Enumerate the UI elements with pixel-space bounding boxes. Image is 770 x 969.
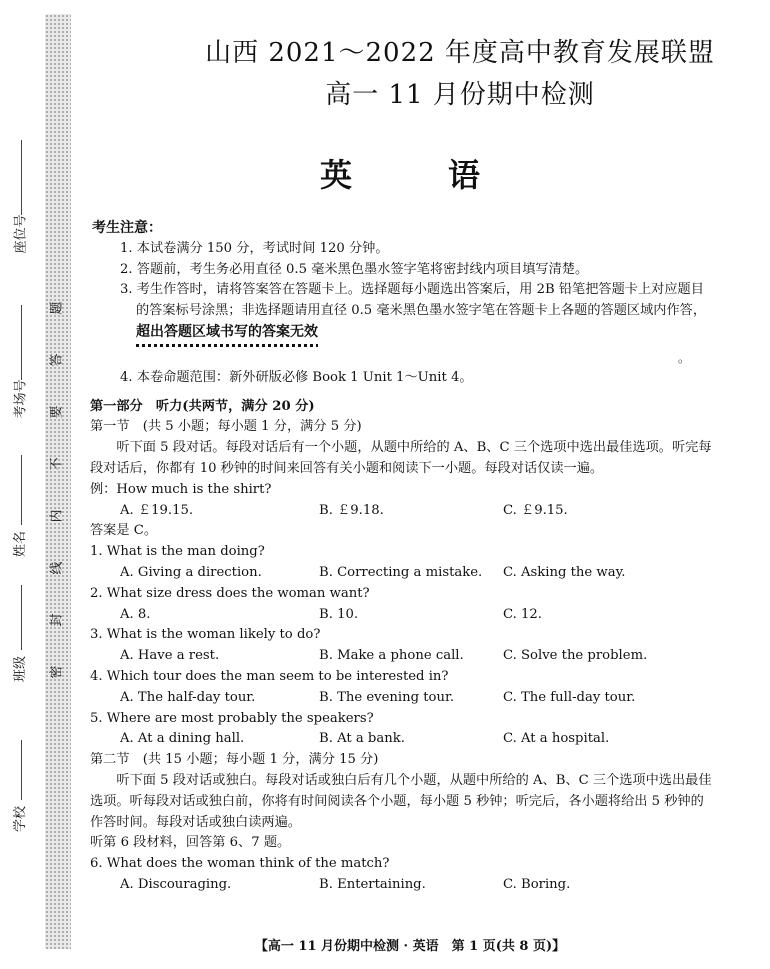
option: B. ￡9.18.	[319, 502, 384, 518]
exam-title: 山西 2021～2022 年度高中教育发展联盟	[205, 38, 715, 68]
section-instructions: 听下面 5 段对话或独白。每段对话或独白后有几个小题，从题中所给的 A、B、C 三个选项中选出最佳选项。听每段对话或独白前，你将有时间阅读各个小题，每小题 5 秒钟；听完后，各小题将给出 5 秒钟的作答时间。每段对话或独白读两遍。	[90, 772, 712, 830]
question: 1. What is the man doing?	[90, 544, 265, 560]
question-options	[90, 646, 715, 667]
option: B. Correcting a mistake.	[319, 564, 483, 580]
option: A. ￡19.15.	[120, 502, 194, 518]
question-options	[90, 729, 715, 750]
field-label: 姓名	[13, 530, 29, 558]
notice-item: 2. 答题前，考生务必用直径 0.5 毫米黑色墨水签字笔将密封线内项目填写清楚。	[120, 261, 589, 277]
question-options	[90, 875, 715, 896]
seal-char: 封	[49, 613, 65, 627]
seal-char: 密	[49, 665, 65, 679]
seal-char: 线	[49, 561, 65, 575]
option: B. Entertaining.	[319, 876, 426, 892]
option: B. The evening tour.	[319, 689, 455, 705]
option: C. 12.	[503, 606, 542, 622]
fill-line	[21, 455, 22, 525]
school-field[interactable]	[10, 740, 32, 833]
option: C. At a hospital.	[503, 731, 610, 747]
fill-line	[21, 140, 22, 215]
option: A. At a dining hall.	[120, 731, 245, 747]
option: C. Boring.	[503, 876, 571, 892]
option: C. Solve the problem.	[503, 648, 648, 664]
seal-char: 题	[49, 301, 65, 315]
question: 2. What size dress does the woman want?	[90, 585, 370, 601]
notice-emphasis: 超出答题区域书写的答案无效	[136, 323, 318, 340]
question-options	[90, 605, 715, 626]
question: 3. What is the woman likely to do?	[90, 627, 321, 643]
name-field[interactable]	[10, 455, 32, 558]
option: B. At a bank.	[319, 731, 405, 747]
notice-item: 1. 本试卷满分 150 分，考试时间 120 分钟。	[120, 240, 389, 256]
field-label: 学校	[13, 805, 29, 833]
question: 6. What does the woman think of the match?	[90, 856, 390, 872]
material-note: 听第 6 段材料，回答第 6、7 题。	[90, 835, 291, 851]
question-options	[90, 688, 715, 709]
option: C. The full-day tour.	[503, 689, 636, 705]
part-heading: 第一部分 听力(共两节，满分 20 分)	[90, 398, 315, 414]
class-field[interactable]	[10, 585, 32, 683]
option: C. ￡9.15.	[503, 502, 568, 518]
fill-line	[21, 305, 22, 380]
section-heading: 第二节 (共 15 小题；每小题 1 分，满分 15 分)	[90, 752, 379, 768]
notice-item	[90, 280, 715, 343]
example-answer: 答案是 C。	[90, 523, 158, 539]
option: C. Asking the way.	[503, 564, 626, 580]
period-mark: 。	[678, 351, 691, 365]
seal-line-text	[49, 300, 67, 680]
field-label: 班级	[13, 655, 29, 683]
option: A. Discouraging.	[120, 876, 232, 892]
exam-room-field[interactable]	[10, 305, 32, 419]
section-instructions: 听下面 5 段对话。每段对话后有一个小题，从题中所给的 A、B、C 三个选项中选出最佳选项。听完每段对话后，你都有 10 秒钟的时间来回答有关小题和阅读下一小题。每段对话仅读一遍。	[90, 440, 712, 476]
question-options	[90, 563, 715, 584]
notice-item: 4. 本卷命题范围：新外研版必修 Book 1 Unit 1～Unit 4。	[120, 369, 473, 385]
subject-char: 语	[447, 156, 480, 194]
question: 5. Where are most probably the speakers?	[90, 710, 374, 726]
exam-subtitle: 高一 11 月份期中检测	[325, 80, 595, 110]
option: A. The half-day tour.	[120, 689, 256, 705]
field-label: 座位号	[13, 214, 29, 254]
subject-title	[320, 150, 480, 196]
option: B. Make a phone call.	[319, 648, 464, 664]
example-question: 例：How much is the shirt?	[90, 481, 272, 497]
option: A. 8.	[120, 606, 151, 622]
example-options	[90, 501, 715, 522]
seal-char: 要	[49, 405, 65, 419]
notice-item-text: 3. 考生作答时，请将答案答在答题卡上。选择题每小题选出答案后，用 2B 铅笔把答题卡上对应题目的答案标号涂黑；非选择题请用直径 0.5 毫米黑色墨水签字笔在答题卡上各题的答题区域内作答，	[120, 282, 707, 319]
subject-char: 英	[320, 156, 353, 194]
section-heading: 第一节 (共 5 小题；每小题 1 分，满分 5 分)	[90, 419, 362, 435]
fill-line	[21, 740, 22, 800]
option: B. 10.	[319, 606, 359, 622]
field-label: 考场号	[13, 379, 29, 419]
seal-char: 不	[49, 457, 65, 471]
page-footer: 【高一 11 月份期中检测 · 英语 第 1 页(共 8 页)】	[254, 939, 566, 954]
option: A. Giving a direction.	[120, 564, 262, 580]
notice-heading: 考生注意：	[92, 220, 162, 236]
seat-number-field[interactable]	[10, 140, 32, 254]
seal-char: 内	[49, 509, 65, 523]
page-content	[90, 218, 715, 896]
question: 4. Which tour does the man seem to be interested in?	[90, 668, 449, 684]
option: A. Have a rest.	[120, 648, 220, 664]
fill-line	[21, 585, 22, 650]
seal-char: 答	[49, 353, 65, 367]
